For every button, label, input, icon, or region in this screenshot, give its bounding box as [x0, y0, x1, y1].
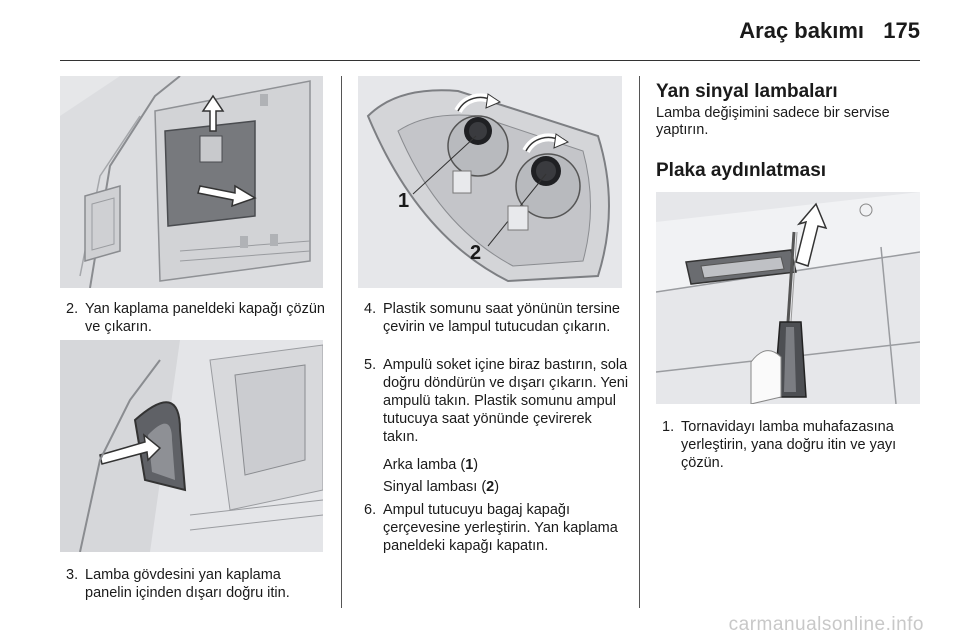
figure-licence-plate-lamp — [656, 192, 920, 404]
step-4 — [364, 300, 628, 336]
step-text: Ampulü soket içine biraz bastırın, sola doğru döndürün ve dışarı çıkarın. Yeni ampulü takın. Plastik somunu ampul tutucuya saat yönünde çevirerek takın. — [383, 357, 629, 445]
step-5 — [364, 356, 630, 446]
step-3 — [66, 566, 326, 602]
page-header — [0, 0, 960, 62]
step-number: 3. — [66, 567, 79, 583]
figure-bulb-holder — [358, 76, 622, 288]
figure-trim-panel-cover — [60, 76, 323, 288]
header-rule — [60, 60, 920, 61]
step-text: Plastik somunu saat yönünün tersine çevirin ve lampul tutucudan çıkarın. — [383, 301, 620, 335]
rear-lamp-suffix: ) — [473, 457, 479, 473]
step-1 — [662, 418, 924, 472]
column-divider-2 — [639, 76, 640, 608]
step-number: 5. — [364, 357, 377, 373]
heading-side-signal-lamps: Yan sinyal lambaları — [656, 81, 838, 102]
step-2 — [66, 300, 326, 336]
licence-plate-lamp-illustration — [656, 192, 920, 404]
step-text: Ampul tutucuyu bagaj kapağı çerçevesine yerleştirin. Yan kaplama paneldeki kapağı kapatın. — [383, 502, 618, 554]
side-signal-paragraph: Lamba değişimini sadece bir servise yaptırın. — [656, 105, 890, 138]
signal-lamp-number: 2 — [486, 479, 495, 495]
bulb-holder-illustration — [358, 76, 622, 288]
callout-1: 1 — [398, 190, 410, 212]
step-text: Tornavidayı lamba muhafazasına yerleştirin, yana doğru itin ve yayı çözün. — [681, 419, 897, 471]
page-number: 175 — [883, 18, 920, 43]
step-number: 2. — [66, 301, 79, 317]
heading-licence-plate-lamp: Plaka aydınlatması — [656, 160, 827, 181]
callout-2: 2 — [470, 242, 482, 264]
step-text: Yan kaplama paneldeki kapağı çözün ve çıkarın. — [85, 301, 325, 335]
rear-lamp-prefix: Arka lamba ( — [383, 457, 466, 473]
rear-lamp-number: 1 — [465, 457, 474, 473]
column-divider-1 — [341, 76, 342, 608]
watermark: carmanualsonline.info — [728, 614, 924, 635]
step-text: Lamba gövdesini yan kaplama panelin içinden dışarı doğru itin. — [85, 567, 290, 601]
step-number: 6. — [364, 502, 377, 518]
step-number: 1. — [662, 419, 675, 435]
lamp-housing-illustration — [60, 340, 323, 552]
section-title: Araç bakımı — [739, 18, 864, 43]
step-number: 4. — [364, 301, 377, 317]
signal-lamp-label — [383, 478, 499, 496]
rear-lamp-label — [383, 456, 478, 474]
signal-lamp-prefix: Sinyal lambası ( — [383, 479, 487, 495]
trim-panel-illustration — [60, 76, 323, 288]
figure-lamp-housing — [60, 340, 323, 552]
step-6 — [364, 501, 628, 555]
signal-lamp-suffix: ) — [494, 479, 500, 495]
